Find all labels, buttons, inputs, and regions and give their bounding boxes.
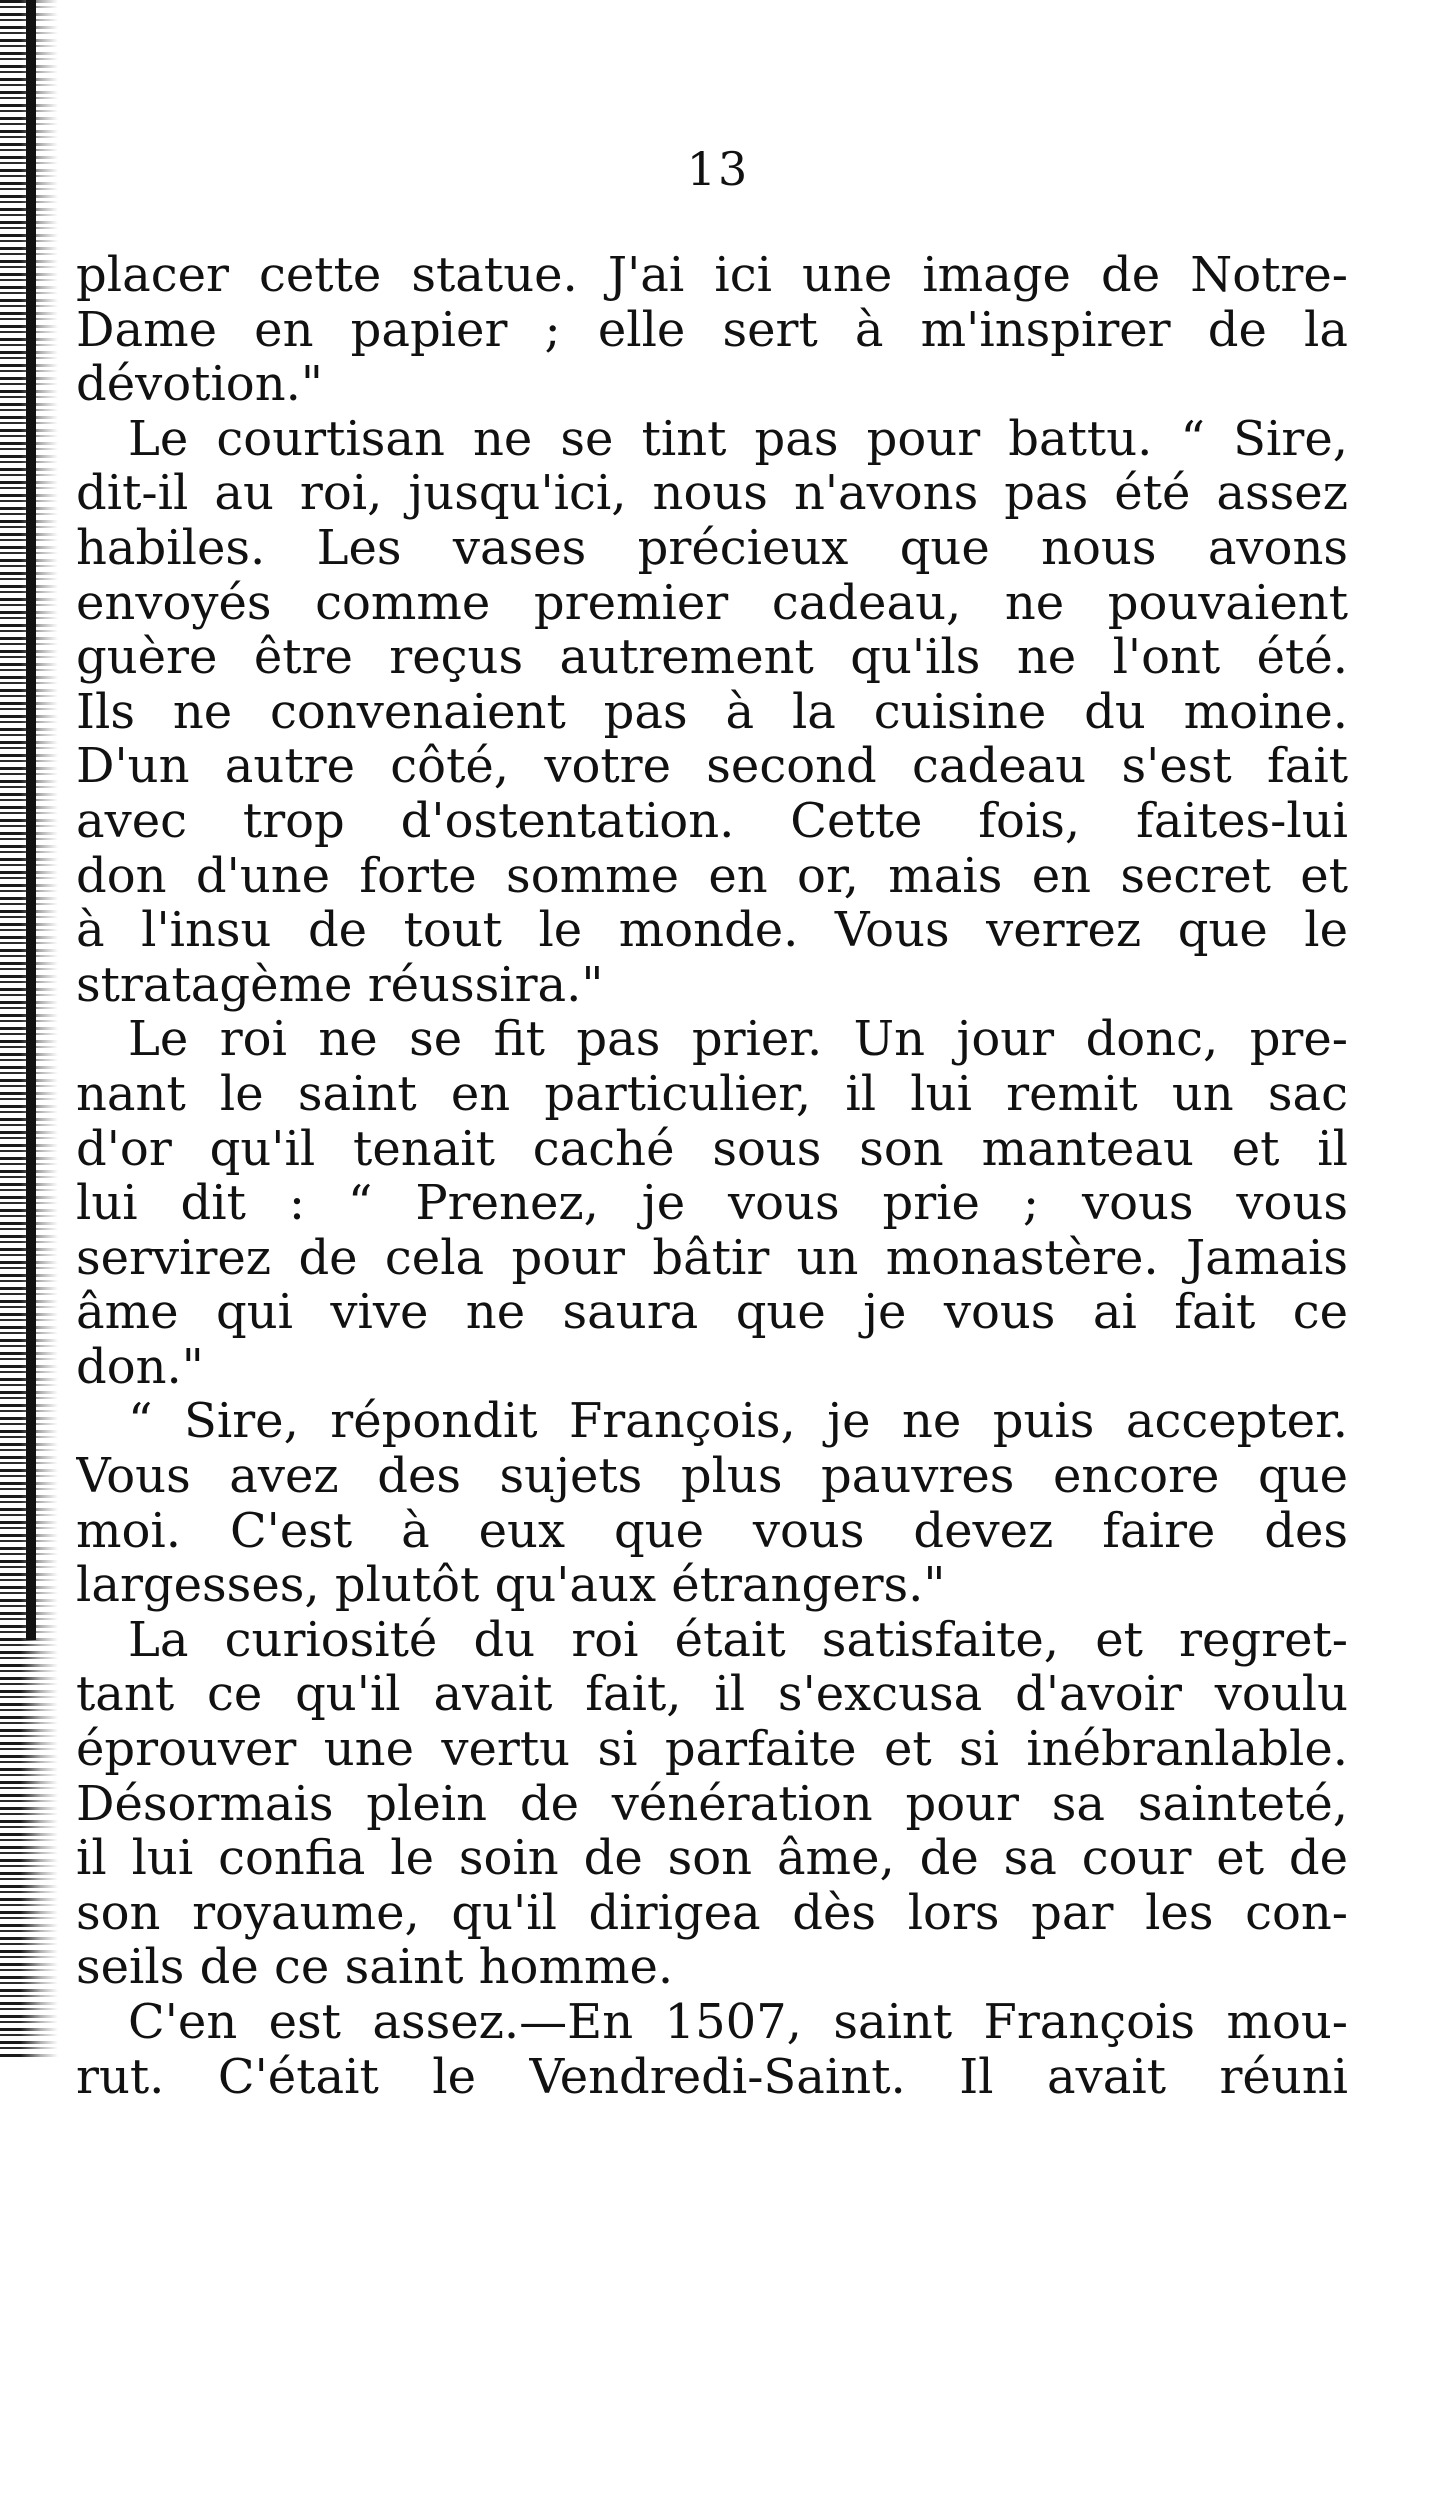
- text-line: Le courtisan ne se tint pas pour battu. “ Sire,: [128, 411, 1348, 467]
- text-line: d'or qu'il tenait caché sous son manteau et il: [76, 1121, 1348, 1177]
- text-line: tant ce qu'il avait fait, il s'excusa d'avoir voulu: [76, 1667, 1348, 1723]
- text-line: La curiosité du roi était satisfaite, et regret-: [128, 1612, 1348, 1668]
- text-line: avec trop d'ostentation. Cette fois, faites-lui: [76, 793, 1348, 849]
- text-line: son royaume, qu'il dirigea dès lors par les con-: [76, 1885, 1348, 1941]
- text-line: Le roi ne se fit pas prier. Un jour donc, pre-: [128, 1012, 1348, 1067]
- text-line: âme qui vive ne saura que je vous ai fait ce: [76, 1285, 1348, 1340]
- text-line: éprouver une vertu si parfaite et si inébranlable.: [76, 1722, 1348, 1777]
- page-number: 13: [686, 142, 750, 196]
- text-line: Vous avez des sujets plus pauvres encore que: [76, 1449, 1348, 1504]
- paragraph: [76, 1394, 1348, 1612]
- text-line: dit-il au roi, jusqu'ici, nous n'avons pas été assez: [76, 466, 1348, 521]
- text-line: guère être reçus autrement qu'ils ne l'ont été.: [76, 630, 1348, 685]
- text-line: D'un autre côté, votre second cadeau s'est fait: [76, 739, 1348, 794]
- text-line: dévotion.": [76, 357, 323, 412]
- text-line: il lui confia le soin de son âme, de sa cour et de: [76, 1831, 1348, 1886]
- text-line: lui dit : “ Prenez, je vous prie ; vous vous: [76, 1176, 1348, 1231]
- page-body-text: [76, 248, 1348, 2104]
- text-line: Ils ne convenaient pas à la cuisine du moine.: [76, 684, 1348, 740]
- paragraph: [76, 1613, 1348, 1995]
- text-line: Dame en papier ; elle sert à m'inspirer de la: [76, 302, 1348, 358]
- paragraph: [76, 1012, 1348, 1394]
- text-line: C'en est assez.—En 1507, saint François mou-: [128, 1995, 1348, 2050]
- text-line: servirez de cela pour bâtir un monastère. Jamais: [76, 1230, 1348, 1286]
- binding-margin-line: [26, 0, 36, 1640]
- text-line: moi. C'est à eux que vous devez faire des: [76, 1503, 1348, 1559]
- text-line: habiles. Les vases précieux que nous avons: [76, 520, 1348, 576]
- text-line: rut. C'était le Vendredi-Saint. Il avait réuni: [76, 2049, 1348, 2105]
- text-line: seils de ce saint homme.: [76, 1940, 674, 1995]
- text-line: stratagème réussira.": [76, 957, 604, 1013]
- text-line: largesses, plutôt qu'aux étrangers.": [76, 1558, 946, 1613]
- text-line: Désormais plein de vénération pour sa sainteté,: [76, 1776, 1348, 1832]
- paragraph: [76, 412, 1348, 1013]
- text-line: don d'une forte somme en or, mais en secret et: [76, 848, 1348, 904]
- text-line: placer cette statue. J'ai ici une image de Notre-: [76, 248, 1348, 303]
- text-line: don.": [76, 1339, 204, 1395]
- text-line: “ Sire, répondit François, je ne puis accepter.: [128, 1394, 1348, 1450]
- text-line: nant le saint en particulier, il lui remit un sac: [76, 1066, 1348, 1122]
- text-line: envoyés comme premier cadeau, ne pouvaient: [76, 575, 1348, 631]
- paragraph: [76, 1995, 1348, 2104]
- paragraph: [76, 248, 1348, 412]
- text-line: à l'insu de tout le monde. Vous verrez que le: [76, 903, 1348, 958]
